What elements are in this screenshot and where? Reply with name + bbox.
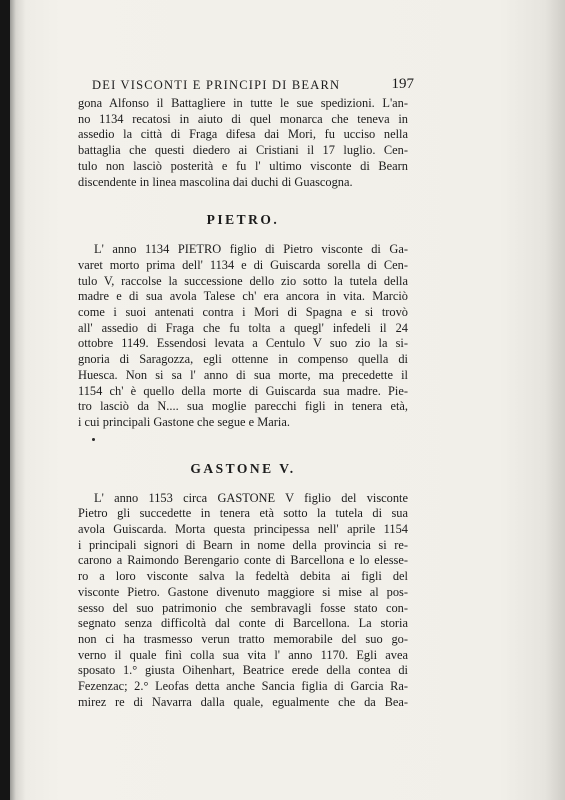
text-line: 1154 ch' è quello della morte di Guiscarda sua madre. Pie- bbox=[78, 383, 408, 398]
text-line: tulo V, raccolse la successione dello zio sotto la tutela della bbox=[78, 273, 408, 288]
text-line: Pietro gli succedette in tenera età sotto la tutela di sua bbox=[78, 506, 408, 521]
page-text-block bbox=[78, 76, 414, 711]
text-line: battaglia che questi diedero ai Cristiani il 17 luglio. Cen- bbox=[78, 143, 408, 158]
text-line: i cui principali Gastone che segue e Maria. bbox=[78, 414, 290, 429]
text-line: ro a loro visconte salva la fedeltà debita ai figli del bbox=[78, 569, 408, 584]
text-line: carono a Raimondo Berengario conte di Barcellona e lo elesse- bbox=[78, 553, 408, 568]
text-line: gona Alfonso il Battagliere in tutte le sue spedizioni. L'an- bbox=[78, 96, 408, 110]
section-heading-gastone-v: GASTONE V. bbox=[190, 460, 296, 476]
page-number: 197 bbox=[391, 76, 414, 92]
text-line: non ci ha trasmesso verun tratto memorabile del suo go- bbox=[78, 631, 408, 646]
text-line: all' assedio di Fraga che fu tolta a quegl' infedeli il 24 bbox=[78, 320, 408, 335]
text-line: mirez re di Navarra dalla quale, egualmente che da Bea- bbox=[78, 694, 408, 709]
gastone-paragraph bbox=[78, 491, 408, 711]
text-line: tulo non lasciò posterità e fu l' ultimo visconte di Bearn bbox=[78, 158, 408, 173]
text-line: verno il quale finì colla sua vita l' anno 1170. Egli avea bbox=[78, 647, 408, 662]
text-line: Huesca. Non si sa l' anno di sua morte, ma precedette il bbox=[78, 367, 408, 382]
text-line: avola Guiscarda. Morta questa principessa nell' aprile 1154 bbox=[78, 522, 408, 537]
text-line: madre e di sua avola Talese ch' era ancora in vita. Marciò bbox=[78, 289, 408, 304]
text-line: visconte Pietro. Gastone divenuto maggiore si mise al pos- bbox=[78, 584, 408, 599]
text-line: assedio la città di Fraga difesa dai Mori, fu ucciso nella bbox=[78, 127, 408, 142]
running-title: DEI VISCONTI E PRINCIPI DI BEARN bbox=[92, 78, 341, 92]
text-line: ottobre 1149. Essendosi levata a Centulo V suo zio la si- bbox=[78, 336, 408, 351]
text-line: tro lasciò da N.... sua moglie parecchi figli in tenera età, bbox=[78, 399, 408, 414]
text-line: Fezenzac; 2.° Leofas detta anche Sancia figlia di Garcia Ra- bbox=[78, 679, 408, 694]
text-line: no 1134 recatosi in aiuto di quel monarca che teneva in bbox=[78, 111, 408, 126]
text-line: i principali signori di Bearn in nome della provincia si re- bbox=[78, 537, 408, 552]
text-line: varet morto prima dell' 1134 e di Guiscarda sorella di Cen- bbox=[78, 257, 408, 272]
text-line: discendente in linea mascolina dai duchi di Guascogna. bbox=[78, 174, 353, 189]
section-heading-pietro: PIETRO. bbox=[206, 212, 280, 228]
text-line: sesso del suo patrimonio che sembravagli fosse stato con- bbox=[78, 600, 408, 615]
running-header bbox=[78, 76, 414, 96]
pietro-paragraph bbox=[78, 242, 408, 430]
book-spine-shadow bbox=[0, 0, 10, 800]
text-line: gnoria di Saragozza, egli ottenne in compenso quella di bbox=[78, 352, 408, 367]
text-line: sposato 1.° giusta Oihenhart, Beatrice erede della contea di bbox=[78, 663, 408, 678]
text-line: come i suoi antenati contra i Mori di Spagna e si trovò bbox=[78, 305, 408, 320]
text-line: segnato senza difficoltà dal conte di Barcellona. La storia bbox=[78, 616, 408, 631]
intro-paragraph bbox=[78, 96, 408, 190]
text-line: L' anno 1134 PIETRO figlio di Pietro visconte di Ga- bbox=[94, 242, 408, 257]
ink-speck bbox=[92, 438, 95, 441]
text-line: L' anno 1153 circa GASTONE V figlio del visconte bbox=[94, 490, 408, 505]
